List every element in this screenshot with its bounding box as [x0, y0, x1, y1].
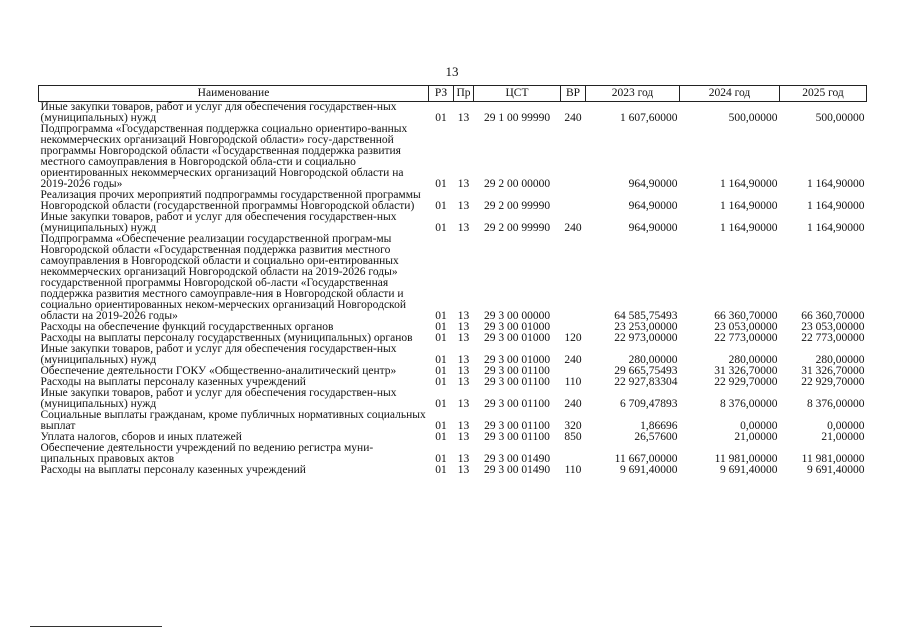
cell-pr: 13: [457, 431, 470, 443]
header-row: [39, 86, 867, 102]
col-header-name: Наименование: [39, 86, 429, 102]
cell-vr: 110: [564, 376, 582, 388]
cell-cst: 29 3 00 01490: [483, 453, 551, 465]
cell-vr: 110: [564, 464, 582, 476]
cell-name: Иные закупки товаров, работ и услуг для обеспечения государствен-ных (муниципальных) нужд: [40, 101, 397, 124]
cell-rz: 01: [435, 222, 447, 234]
cell-2024: 31 326,70000: [714, 365, 778, 377]
table-row: [39, 410, 867, 432]
cell-2023: 964,90000: [628, 200, 678, 212]
cell-2023: 29 665,75493: [614, 365, 678, 377]
cell-2025: 1 164,90000: [807, 200, 865, 212]
cell-2024: 500,00000: [728, 112, 778, 124]
cell-pr: 13: [457, 420, 470, 432]
cell-name: Расходы на выплаты персоналу казенных учреждений: [40, 464, 306, 476]
cell-vr: 240: [564, 222, 582, 234]
table-row: [39, 234, 867, 322]
cell-cst: 29 3 00 01000: [483, 321, 551, 333]
cell-2025: 1 164,90000: [807, 178, 865, 190]
footer-rule: [30, 626, 162, 627]
cell-rz: 01: [435, 178, 447, 190]
cell-rz: 01: [435, 112, 447, 124]
table-row: [39, 102, 867, 125]
cell-2025: 11 981,00000: [801, 453, 865, 465]
cell-name: Реализация прочих мероприятий подпрограммы государственной программы Новгородской области (государственной программы Новгородской области): [40, 189, 421, 212]
cell-rz: 01: [435, 376, 447, 388]
cell-cst: 29 3 00 01000: [483, 354, 551, 366]
cell-2024: 0,00000: [740, 420, 778, 432]
cell-vr: [561, 443, 586, 465]
cell-name: Обеспечение деятельности ГОКУ «Общественно-аналитический центр»: [40, 365, 397, 377]
col-header-rz: РЗ: [429, 86, 454, 102]
cell-pr: 13: [457, 200, 470, 212]
table-row: [39, 212, 867, 234]
cell-name: Иные закупки товаров, работ и услуг для обеспечения государствен-ных (муниципальных) нужд: [40, 211, 397, 234]
cell-vr: 240: [564, 398, 582, 410]
cell-cst: 29 3 00 01100: [484, 398, 550, 410]
cell-2024: 1 164,90000: [720, 222, 778, 234]
cell-2025: 21,00000: [821, 431, 865, 443]
cell-cst: 29 3 00 01000: [483, 332, 551, 344]
cell-vr: 240: [564, 112, 582, 124]
cell-2024: 21,00000: [734, 431, 778, 443]
cell-pr: 13: [457, 222, 470, 234]
cell-2025: 1 164,90000: [807, 222, 865, 234]
cell-2025: 8 376,00000: [807, 398, 865, 410]
cell-2023: 22 927,83304: [614, 376, 678, 388]
cell-pr: 13: [457, 453, 470, 465]
col-header-2025: 2025 год: [780, 86, 867, 102]
cell-2025: 500,00000: [815, 112, 865, 124]
cell-2025: 22 929,70000: [801, 376, 865, 388]
cell-rz: 01: [435, 321, 447, 333]
table-row: [39, 388, 867, 410]
cell-2024: 23 053,00000: [714, 321, 778, 333]
cell-2025: 66 360,70000: [801, 310, 865, 322]
cell-2024: 8 376,00000: [720, 398, 778, 410]
cell-rz: 01: [435, 398, 447, 410]
cell-name: Подпрограмма «Государственная поддержка социально ориентиро-ванных некоммерческих организаций Новгородской области» госу-дарственной программы Новгородской области «Государственная поддержка развития местного самоуправления в Новгородской обла-сти и социально ориентированных некоммерческих организаций Новгородской области на 2019-2026 годы»: [40, 123, 408, 190]
cell-cst: 29 3 00 01100: [484, 420, 550, 432]
cell-2023: 964,90000: [628, 178, 678, 190]
cell-2025: 23 053,00000: [801, 321, 865, 333]
cell-name: Расходы на выплаты персоналу государственных (муниципальных) органов: [40, 332, 413, 344]
cell-pr: 13: [457, 464, 470, 476]
table-row: [39, 465, 867, 476]
cell-2024: 280,00000: [728, 354, 778, 366]
cell-2023: 1,86696: [640, 420, 678, 432]
cell-pr: 13: [457, 112, 470, 124]
cell-2023: 22 973,00000: [614, 332, 678, 344]
cell-pr: 13: [457, 354, 470, 366]
col-header-vr: ВР: [561, 86, 586, 102]
budget-table: [38, 85, 867, 476]
cell-2023: 64 585,75493: [614, 310, 678, 322]
table-row: [39, 190, 867, 212]
col-header-2023: 2023 год: [586, 86, 680, 102]
table-row: [39, 124, 867, 190]
table-row: [39, 443, 867, 465]
col-header-2024: 2024 год: [680, 86, 780, 102]
col-header-cst: ЦСТ: [474, 86, 561, 102]
cell-vr: 850: [564, 431, 582, 443]
cell-cst: 29 3 00 01100: [484, 431, 550, 443]
cell-2023: 964,90000: [628, 222, 678, 234]
cell-2023: 26,57600: [634, 431, 678, 443]
cell-name: Расходы на обеспечение функций государственных органов: [40, 321, 334, 333]
cell-vr: 320: [564, 420, 582, 432]
cell-pr: 13: [457, 398, 470, 410]
cell-vr: [561, 124, 586, 190]
cell-cst: 29 1 00 99990: [483, 112, 551, 124]
cell-cst: 29 3 00 01490: [483, 464, 551, 476]
cell-2025: 22 773,00000: [801, 332, 865, 344]
cell-2025: 31 326,70000: [801, 365, 865, 377]
cell-2025: 280,00000: [815, 354, 865, 366]
cell-rz: 01: [435, 431, 447, 443]
cell-rz: 01: [435, 310, 447, 322]
cell-2024: 22 773,00000: [714, 332, 778, 344]
cell-2024: 9 691,40000: [720, 464, 778, 476]
cell-cst: 29 2 00 00000: [483, 178, 551, 190]
cell-cst: 29 3 00 01100: [484, 376, 550, 388]
cell-rz: 01: [435, 420, 447, 432]
cell-2023: 280,00000: [628, 354, 678, 366]
cell-2023: 9 691,40000: [620, 464, 678, 476]
cell-rz: 01: [435, 354, 447, 366]
table-body: [39, 102, 867, 477]
cell-name: Подпрограмма «Обеспечение реализации государственной програм-мы Новгородской области «Государственная поддержка развития местного самоуправления в Новгородской области и социально ори-ентированных некоммерческих организаций Новгородской области на 2019-2026 годы» государственной программы Новгородской об-ласти «Государственная поддержка развития местного самоуправле-ния в Новгородской области и социально ориентированных неком-мерческих организаций Новгородской области на 2019-2026 годы»: [40, 233, 406, 322]
cell-cst: 29 3 00 00000: [483, 310, 551, 322]
cell-2023: 6 709,47893: [620, 398, 678, 410]
cell-rz: 01: [435, 200, 447, 212]
cell-name: Расходы на выплаты персоналу казенных учреждений: [40, 376, 306, 388]
cell-name: Иные закупки товаров, работ и услуг для обеспечения государствен-ных (муниципальных) нужд: [40, 387, 397, 410]
page-number: 13: [445, 64, 459, 79]
cell-pr: 13: [457, 178, 470, 190]
cell-2023: 23 253,00000: [614, 321, 678, 333]
cell-vr: [561, 190, 586, 212]
cell-cst: 29 2 00 99990: [483, 200, 551, 212]
cell-2023: 11 667,00000: [614, 453, 678, 465]
cell-vr: 120: [564, 332, 582, 344]
cell-cst: 29 2 00 99990: [483, 222, 551, 234]
cell-pr: 13: [457, 310, 470, 322]
cell-cst: 29 3 00 01100: [484, 365, 550, 377]
col-header-pr: Пр: [454, 86, 474, 102]
cell-pr: 13: [457, 376, 470, 388]
cell-rz: 01: [435, 453, 447, 465]
cell-name: Уплата налогов, сборов и иных платежей: [40, 431, 242, 443]
cell-pr: 13: [457, 365, 470, 377]
cell-name: Иные закупки товаров, работ и услуг для обеспечения государствен-ных (муниципальных) нужд: [40, 343, 397, 366]
cell-2024: 11 981,00000: [714, 453, 778, 465]
cell-2025: 9 691,40000: [807, 464, 865, 476]
cell-2024: 1 164,90000: [720, 200, 778, 212]
table-row: [39, 344, 867, 366]
cell-rz: 01: [435, 365, 447, 377]
cell-vr: 240: [564, 354, 582, 366]
cell-rz: 01: [435, 464, 447, 476]
cell-name: Социальные выплаты гражданам, кроме публичных нормативных социальных выплат: [40, 409, 426, 432]
cell-rz: 01: [435, 332, 447, 344]
cell-2023: 1 607,60000: [620, 112, 678, 124]
cell-pr: 13: [457, 321, 470, 333]
cell-pr: 13: [457, 332, 470, 344]
cell-vr: [561, 234, 586, 322]
cell-name: Обеспечение деятельности учреждений по ведению регистра муни-ципальных правовых актов: [40, 442, 374, 465]
cell-2024: 22 929,70000: [714, 376, 778, 388]
cell-2024: 66 360,70000: [714, 310, 778, 322]
cell-2025: 0,00000: [827, 420, 865, 432]
cell-2024: 1 164,90000: [720, 178, 778, 190]
